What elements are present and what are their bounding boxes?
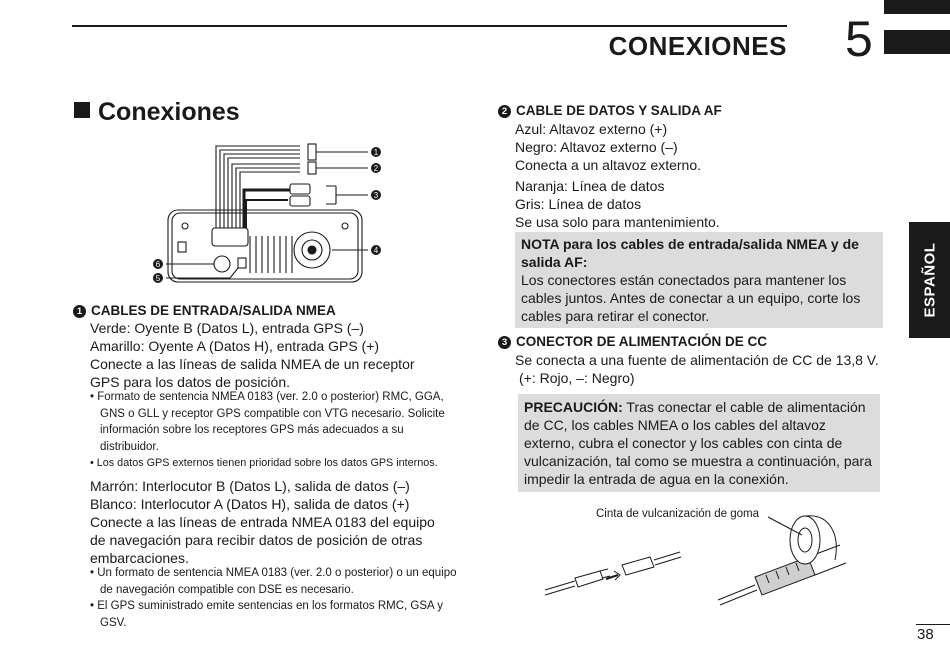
section1-title bbox=[73, 303, 336, 318]
text-line: Azul: Altavoz externo (+) bbox=[515, 121, 668, 137]
heat-sink bbox=[250, 236, 292, 273]
nmea-plug bbox=[308, 144, 316, 160]
text-line: Conecte a las líneas de entrada NMEA 0183 del equipo bbox=[90, 514, 435, 530]
ground-terminal bbox=[238, 258, 246, 268]
tape-label: Cinta de vulcanización de goma bbox=[596, 508, 760, 520]
text-line: Naranja: Línea de datos bbox=[515, 178, 665, 194]
plug-connector bbox=[575, 571, 603, 587]
note-text: Los conectores están conectados para mantener los cables juntos. Antes de conectar a un equipo, corte los cables para retirar el conector. bbox=[521, 272, 861, 324]
text-line: Se conecta a una fuente de alimentación de CC de 13,8 V. bbox=[515, 352, 879, 368]
section3-body bbox=[515, 351, 895, 387]
callout-1: 1 bbox=[373, 148, 379, 157]
text-line: de navegación para recibir datos de posición de otras bbox=[90, 532, 423, 548]
cable-left bbox=[545, 581, 575, 590]
rear-panel-diagram bbox=[150, 140, 390, 285]
caution-label: PRECAUCIÓN: bbox=[524, 399, 623, 415]
language-tab bbox=[909, 222, 950, 338]
section1-body-a bbox=[90, 319, 470, 391]
text-line: Conecta a un altavoz externo. bbox=[515, 157, 702, 173]
cable-right bbox=[718, 585, 757, 605]
section1-body-b bbox=[90, 477, 470, 567]
chapter-title: CONEXIONES bbox=[608, 31, 787, 61]
square-bullet-icon bbox=[74, 102, 90, 118]
text-line: Marrón: Interlocutor B (Datos L), salida de datos (–) bbox=[90, 478, 410, 494]
text-line: GPS para los datos de posición. bbox=[90, 374, 291, 390]
chapter-number: 5 bbox=[845, 11, 873, 67]
section1-notes-b bbox=[90, 565, 462, 631]
note-bullet: • El GPS suministrado emite sentencias en los formatos RMC, GSA y GSV. bbox=[90, 600, 443, 629]
text-line: Blanco: Interlocutor A (Datos H), salida de datos (+) bbox=[90, 496, 410, 512]
section-heading-text: Conexiones bbox=[98, 98, 240, 126]
text-line: Conecte a las líneas de salida NMEA de un receptor bbox=[90, 356, 415, 372]
number-marker: 3 bbox=[498, 336, 511, 349]
number-marker: 2 bbox=[498, 105, 511, 118]
section2-title bbox=[498, 103, 722, 118]
callout-3: 3 bbox=[373, 191, 379, 200]
top-rule bbox=[72, 25, 787, 27]
section2-body-b bbox=[515, 177, 885, 231]
text-line: Gris: Línea de datos bbox=[515, 196, 642, 212]
dc-plug-red bbox=[290, 184, 310, 194]
note-box bbox=[515, 232, 883, 328]
text-line: embarcaciones. bbox=[90, 550, 189, 566]
bracket bbox=[326, 186, 336, 204]
callout-4: 4 bbox=[373, 246, 379, 255]
section3-title-text: CONECTOR DE ALIMENTACIÓN DE CC bbox=[516, 334, 768, 349]
section1-notes-a bbox=[90, 389, 462, 472]
note-bullet: • Los datos GPS externos tienen prioridad sobre los datos GPS internos. bbox=[90, 457, 438, 469]
cable-harness bbox=[212, 146, 300, 246]
tape-roll bbox=[790, 516, 820, 564]
chapter-tab-bar bbox=[884, 0, 950, 14]
page-number-rule bbox=[916, 624, 950, 625]
chapter-tab-bar bbox=[884, 30, 950, 54]
number-marker: 1 bbox=[73, 305, 86, 318]
callout-2: 2 bbox=[373, 164, 379, 173]
gps-connector bbox=[214, 256, 230, 272]
socket-connector bbox=[622, 557, 654, 575]
section-heading bbox=[74, 98, 240, 127]
section2-body-a bbox=[515, 120, 885, 174]
radio-rear-body bbox=[168, 210, 362, 282]
note-bullet: • Formato de sentencia NMEA 0183 (ver. 2.0 o posterior) RMC, GGA, GNS o GLL y receptor GPS compatible con VTG necesario. Solicite información sobre los receptores GPS más adecuados a su distribuidor. bbox=[90, 391, 445, 453]
callout-6: 6 bbox=[155, 260, 161, 269]
section3-title bbox=[498, 334, 767, 349]
caution-text: Tras conectar el cable de alimentación de CC, los cables NMEA o los cables del altavoz externo, cubra el conector y los cables con cinta de vulcanización, tal como se muestra a continuación, para impedir la entrada de agua en la conexión. bbox=[524, 399, 872, 487]
text-line: Amarillo: Oyente A (Datos H), entrada GPS (+) bbox=[90, 338, 380, 354]
callout-5: 5 bbox=[155, 274, 161, 283]
af-plug bbox=[308, 162, 316, 174]
dc-plug-black bbox=[290, 196, 310, 206]
language-tab-label: ESPAÑOL bbox=[921, 242, 938, 318]
section2-title-text: CABLE DE DATOS Y SALIDA AF bbox=[516, 103, 722, 118]
tape-illustration bbox=[540, 505, 880, 610]
text-line: Negro: Altavoz externo (–) bbox=[515, 139, 678, 155]
text-line: Verde: Oyente B (Datos L), entrada GPS (–) bbox=[90, 320, 364, 336]
section1-title-text: CABLES DE ENTRADA/SALIDA NMEA bbox=[91, 303, 336, 318]
caution-box bbox=[518, 394, 880, 492]
note-title: NOTA para los cables de entrada/salida NMEA y de salida AF: bbox=[521, 236, 859, 270]
text-line: (+: Rojo, –: Negro) bbox=[519, 370, 635, 386]
page-number: 38 bbox=[917, 626, 934, 643]
text-line: Se usa solo para mantenimiento. bbox=[515, 214, 720, 230]
note-bullet: • Un formato de sentencia NMEA 0183 (ver. 2.0 o posterior) o un equipo de navegación compatible con DSE es necesario. bbox=[90, 567, 457, 596]
